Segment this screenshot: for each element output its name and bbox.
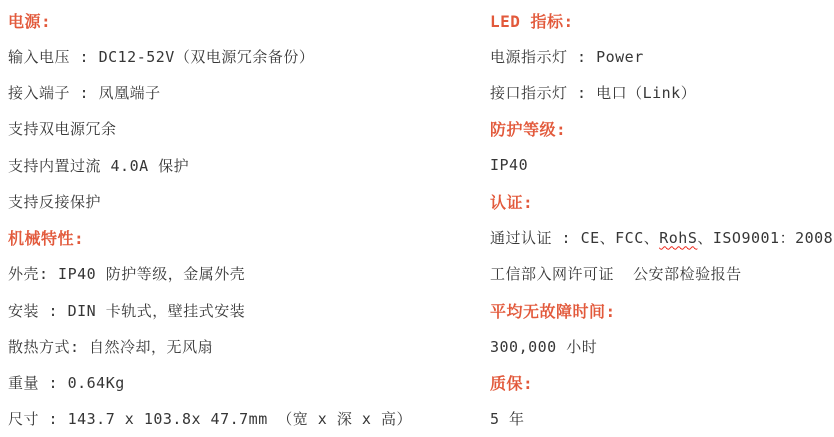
spec-line-port-indicator: 接口指示灯 : 电口（Link） <box>490 84 697 103</box>
spec-line-dimensions: 尺寸 : 143.7 x 103.8x 47.7mm （宽 x 深 x 高） <box>8 410 412 429</box>
spec-line-overcurrent-protection: 支持内置过流 4.0A 保护 <box>8 156 190 175</box>
spec-line-licenses: 工信部入网许可证 公安部检验报告 <box>490 265 742 284</box>
spec-line-weight: 重量 : 0.64Kg <box>8 374 125 393</box>
certifications-misspelled-word: RohS <box>659 228 698 247</box>
spec-line-reverse-protection: 支持反接保护 <box>8 192 102 211</box>
section-heading-mtbf: 平均无故障时间: <box>490 301 616 321</box>
spec-line-enclosure: 外壳: IP40 防护等级，金属外壳 <box>8 265 246 284</box>
spec-line-input-voltage: 输入电压 : DC12-52V（双电源冗余备份） <box>8 47 315 66</box>
section-heading-warranty: 质保: <box>490 374 534 394</box>
spec-line-certifications <box>490 220 834 256</box>
spec-line-mtbf-value: 300,000 小时 <box>490 337 598 356</box>
spec-line-dual-power-redundancy: 支持双电源冗余 <box>8 120 117 139</box>
spec-line-power-indicator: 电源指示灯 : Power <box>490 47 644 66</box>
left-column <box>8 2 490 437</box>
certifications-suffix: 、ISO9001：2008 <box>697 229 834 248</box>
spec-line-input-terminal: 接入端子 : 凤凰端子 <box>8 84 161 103</box>
section-heading-power: 电源: <box>8 11 52 31</box>
spec-line-warranty-value: 5 年 <box>490 410 525 429</box>
certifications-prefix: 通过认证 : CE、FCC、 <box>490 229 660 248</box>
section-heading-certification: 认证: <box>490 192 534 212</box>
section-heading-protection-grade: 防护等级: <box>490 120 567 140</box>
right-column <box>490 2 834 437</box>
spec-line-ip-rating: IP40 <box>490 156 529 175</box>
section-heading-mechanical: 机械特性: <box>8 229 85 249</box>
spec-line-mounting: 安装 : DIN 卡轨式，壁挂式安装 <box>8 301 246 320</box>
spec-line-cooling: 散热方式: 自然冷却，无风扇 <box>8 337 214 356</box>
section-heading-led: LED 指标: <box>490 11 574 31</box>
